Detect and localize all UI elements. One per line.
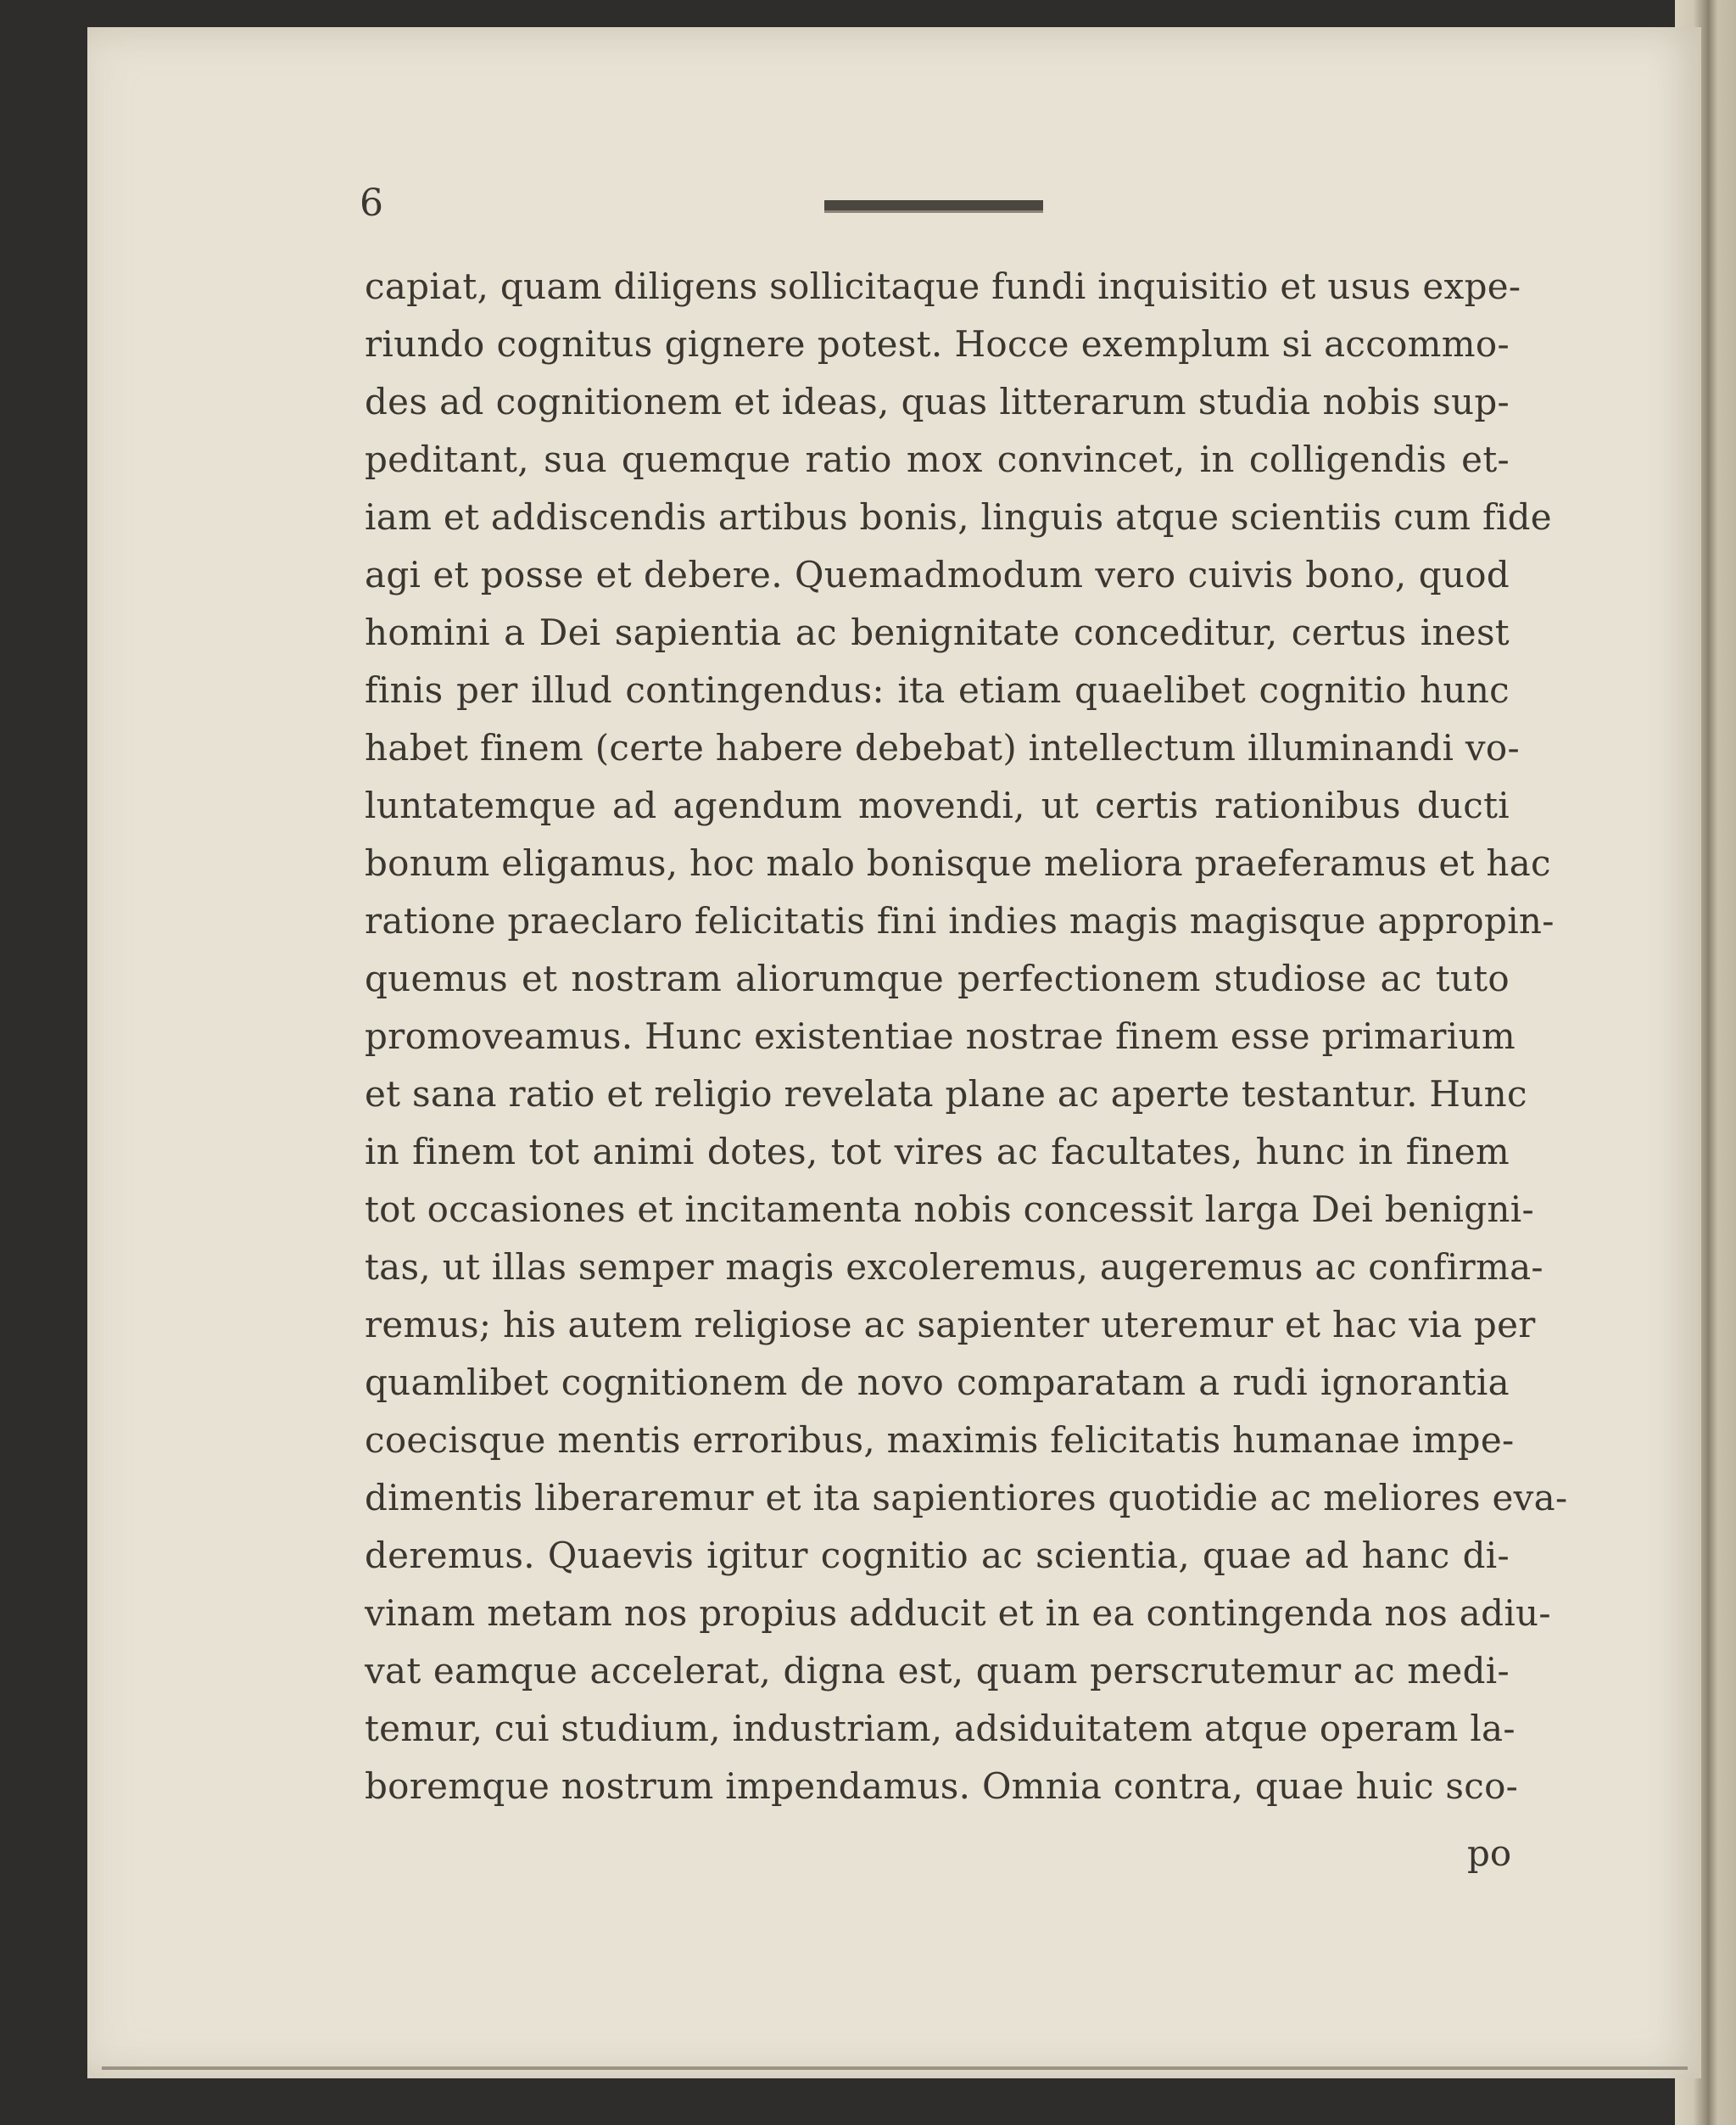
page-text-body (365, 258, 1568, 1815)
text-line: tot occasiones et incitamenta nobis concessit larga Dei benigni- (365, 1188, 1534, 1230)
text-line: vinam metam nos propius adducit et in ea contingenda nos adiu- (365, 1592, 1551, 1634)
text-line: remus; his autem religiose ac sapienter uteremur et hac via per (365, 1304, 1536, 1345)
text-line: ratione praeclaro felicitatis fini indies magis magisque appropin- (365, 900, 1555, 942)
text-line: agi et posse et debere. Quemadmodum vero cuivis bono, quod (365, 554, 1510, 596)
catchword: po (1467, 1832, 1512, 1874)
text-line: coecisque mentis erroribus, maximis felicitatis humanae impe- (365, 1419, 1515, 1461)
page-bottom-edge (102, 2066, 1688, 2070)
text-line: homini a Dei sapientia ac benignitate conceditur, certus inest (365, 612, 1510, 653)
text-line: boremque nostrum impendamus. Omnia contra, quae huic sco- (365, 1765, 1519, 1807)
text-line: quamlibet cognitionem de novo comparatam a rudi ignorantia (365, 1362, 1510, 1403)
text-line: deremus. Quaevis igitur cognitio ac scientia, quae ad hanc di- (365, 1535, 1510, 1576)
header-ornament-rule (824, 200, 1043, 213)
text-line: promoveamus. Hunc existentiae nostrae finem esse primarium (365, 1015, 1516, 1057)
text-line: dimentis liberaremur et ita sapientiores quotidie ac meliores eva- (365, 1477, 1568, 1518)
text-line: et sana ratio et religio revelata plane ac aperte testantur. Hunc (365, 1073, 1527, 1115)
text-line: des ad cognitionem et ideas, quas litterarum studia nobis sup- (365, 381, 1510, 422)
text-line: in finem tot animi dotes, tot vires ac facultates, hunc in finem (365, 1131, 1510, 1172)
text-line: riundo cognitus gignere potest. Hocce exemplum si accommo- (365, 323, 1510, 365)
text-line: quemus et nostram aliorumque perfectionem studiose ac tuto (365, 958, 1510, 999)
text-line: tas, ut illas semper magis excoleremus, augeremus ac confirma- (365, 1246, 1543, 1288)
page-number: 6 (360, 182, 383, 225)
text-line: temur, cui studium, industriam, adsiduitatem atque operam la- (365, 1708, 1516, 1749)
text-line: habet finem (certe habere debebat) intellectum illuminandi vo- (365, 727, 1520, 769)
text-line: vat eamque accelerat, digna est, quam perscrutemur ac medi- (365, 1650, 1510, 1692)
text-line: iam et addiscendis artibus bonis, linguis atque scientiis cum fide (365, 496, 1552, 538)
text-line: bonum eligamus, hoc malo bonisque meliora praeferamus et hac (365, 842, 1551, 884)
text-line: capiat, quam diligens sollicitaque fundi inquisitio et usus expe- (365, 266, 1521, 307)
text-line: luntatemque ad agendum movendi, ut certis rationibus ducti (365, 785, 1510, 826)
text-line: finis per illud contingendus: ita etiam quaelibet cognitio hunc (365, 669, 1510, 711)
text-line: peditant, sua quemque ratio mox convincet, in colligendis et- (365, 439, 1510, 480)
